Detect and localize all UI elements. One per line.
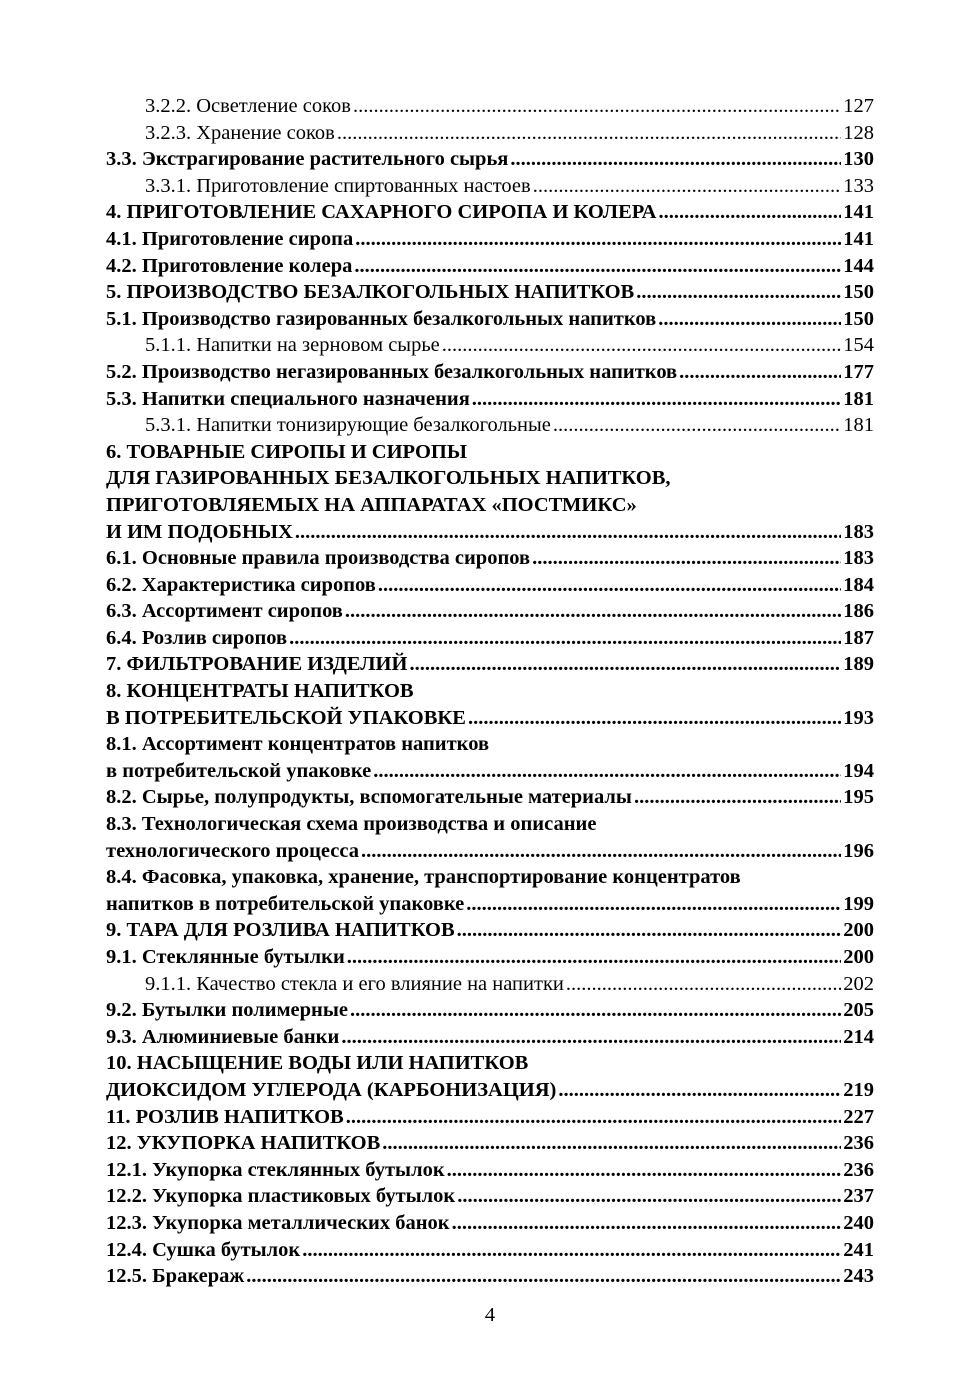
toc-entry-title: 7. ФИЛЬТРОВАНИЕ ИЗДЕЛИЙ	[106, 653, 408, 676]
dot-leader	[382, 1130, 841, 1157]
toc-entry	[106, 332, 874, 359]
toc-entry-title: 9.2. Бутылки полимерные	[106, 999, 348, 1022]
toc-entry-title: 12.3. Укупорка металлических банок	[106, 1211, 450, 1234]
dot-leader	[378, 572, 841, 599]
dot-leader	[658, 199, 841, 226]
toc-entry	[106, 226, 874, 253]
toc-entry	[106, 651, 874, 678]
toc-entry	[106, 1263, 874, 1290]
toc-entry-title-line: 8.3. Технологическая схема производства и описание	[106, 813, 597, 836]
dot-leader	[354, 253, 841, 280]
dot-leader	[457, 917, 842, 944]
dot-leader	[452, 1210, 842, 1237]
toc-entry-title-line: ПРИГОТОВЛЯЕМЫХ НА АППАРАТАХ «ПОСТМИКС»	[106, 493, 637, 516]
dot-leader	[558, 1077, 841, 1104]
page-number: 4	[484, 1304, 496, 1326]
dot-leader	[634, 784, 841, 811]
toc-entry-page: 196	[843, 839, 874, 862]
toc-entry-title: 6.1. Основные правила производства сиропов	[106, 547, 531, 570]
dot-leader	[350, 997, 841, 1024]
dot-leader	[353, 93, 841, 120]
toc-entry-title: напитков в потребительской упаковке	[106, 892, 465, 915]
toc-entry-page: 240	[843, 1211, 874, 1234]
toc-entry	[106, 359, 874, 386]
toc-entry	[106, 572, 874, 599]
toc-entry-page: 181	[843, 414, 874, 437]
toc-entry-title: 5.3.1. Напитки тонизирующие безалкогольные	[145, 414, 551, 437]
toc-entry-title: 6.3. Ассортимент сиропов	[106, 600, 343, 623]
toc-entry-title: технологического процесса	[106, 839, 359, 862]
toc-entry-page: 144	[843, 254, 874, 277]
toc-entry-page: 186	[843, 600, 874, 623]
toc-entry-page: 183	[843, 520, 874, 543]
dot-leader	[246, 1263, 841, 1290]
dot-leader	[355, 226, 841, 253]
toc-entry-title: 8.2. Сырье, полупродукты, вспомогательные материалы	[106, 786, 632, 809]
toc-entry-page: 141	[843, 201, 874, 224]
toc-entry-title: 4.1. Приготовление сиропа	[106, 227, 354, 250]
toc-entry	[106, 971, 874, 998]
dot-leader	[295, 519, 841, 546]
toc-entry-page: 184	[843, 573, 874, 596]
toc-entry-title: 12.2. Укупорка пластиковых бутылок	[106, 1185, 456, 1208]
toc-entry	[106, 545, 874, 572]
toc-entry-title-line: 8. КОНЦЕНТРАТЫ НАПИТКОВ	[106, 680, 414, 703]
dot-leader	[337, 120, 841, 147]
dot-leader	[533, 173, 842, 200]
toc-entry-page: 227	[843, 1105, 874, 1128]
toc-entry-page: 150	[843, 307, 874, 330]
toc-entry-page: 219	[843, 1078, 874, 1101]
toc-entry-title-line: 8.1. Ассортимент концентратов напитков	[106, 733, 490, 756]
toc-entry-page: 130	[843, 148, 874, 171]
toc-entry-title: 5. ПРОИЗВОДСТВО БЕЗАЛКОГОЛЬНЫХ НАПИТКОВ	[106, 281, 635, 304]
toc-entry-page: 236	[843, 1132, 874, 1155]
toc-entry-title: 11. РОЗЛИВ НАПИТКОВ	[106, 1105, 344, 1128]
toc-entry-page: 236	[843, 1158, 874, 1181]
toc-entry-title: 5.3. Напитки специального назначения	[106, 387, 470, 410]
toc-entry-title: 6.4. Розлив сиропов	[106, 626, 288, 649]
toc-entry	[106, 864, 874, 917]
toc-entry	[106, 1104, 874, 1131]
toc-entry-page: 205	[843, 999, 874, 1022]
table-of-contents	[106, 93, 874, 1290]
toc-entry	[106, 811, 874, 864]
toc-entry-page: 195	[843, 786, 874, 809]
dot-leader	[447, 1157, 842, 1184]
dot-leader	[553, 412, 841, 439]
toc-entry	[106, 944, 874, 971]
toc-entry-page: 199	[843, 892, 874, 915]
toc-entry-page: 200	[843, 919, 874, 942]
toc-entry-title: 4.2. Приготовление колера	[106, 254, 353, 277]
dot-leader	[457, 1183, 841, 1210]
toc-entry-page: 243	[843, 1265, 874, 1288]
toc-entry	[106, 1050, 874, 1103]
toc-entry	[106, 93, 874, 120]
toc-entry-title: 3.3.1. Приготовление спиртованных настоев	[145, 174, 531, 197]
toc-entry	[106, 678, 874, 731]
toc-entry-title: 3.2.2. Осветление соков	[145, 95, 351, 117]
toc-entry-title: в потребительской упаковке	[106, 759, 372, 782]
toc-entry-title: 5.1. Производство газированных безалкогольных напитков	[106, 307, 657, 330]
toc-entry	[106, 412, 874, 439]
toc-entry-page: 200	[843, 946, 874, 968]
toc-entry-title: 9.1.1. Качество стекла и его влияние на напитки	[145, 972, 564, 995]
toc-entry-title: 12.4. Сушка бутылок	[106, 1238, 301, 1261]
toc-entry	[106, 386, 874, 413]
toc-entry-page: 133	[843, 174, 874, 197]
toc-entry	[106, 1024, 874, 1051]
dot-leader	[636, 279, 841, 306]
toc-entry-page: 177	[843, 360, 874, 383]
toc-entry-page: 128	[843, 121, 874, 144]
toc-entry	[106, 598, 874, 625]
toc-entry	[106, 784, 874, 811]
toc-entry-title: 9.3. Алюминиевые банки	[106, 1025, 340, 1048]
dot-leader	[346, 1104, 842, 1131]
toc-entry-title: 5.2. Производство негазированных безалкогольных напитков	[106, 360, 678, 383]
toc-entry-title: ДИОКСИДОМ УГЛЕРОДА (КАРБОНИЗАЦИЯ)	[106, 1078, 557, 1101]
toc-entry-title: И ИМ ПОДОБНЫХ	[106, 520, 293, 543]
toc-entry-page: 183	[843, 547, 874, 570]
dot-leader	[472, 386, 841, 413]
toc-entry-title: 3.2.3. Хранение соков	[145, 121, 335, 144]
toc-entry-title-line: ДЛЯ ГАЗИРОВАННЫХ БЕЗАЛКОГОЛЬНЫХ НАПИТКОВ,	[106, 467, 671, 490]
dot-leader	[532, 545, 841, 572]
dot-leader	[361, 838, 841, 865]
toc-entry-title: 12. УКУПОРКА НАПИТКОВ	[106, 1132, 381, 1155]
toc-entry	[106, 173, 874, 200]
toc-entry-title: В ПОТРЕБИТЕЛЬСКОЙ УПАКОВКЕ	[106, 706, 466, 729]
dot-leader	[466, 891, 841, 918]
dot-leader	[302, 1237, 841, 1264]
toc-entry	[106, 146, 874, 173]
dot-leader	[373, 758, 841, 785]
toc-entry-title: 6.2. Характеристика сиропов	[106, 573, 376, 596]
toc-entry	[106, 253, 874, 280]
toc-entry	[106, 1130, 874, 1157]
dot-leader	[442, 332, 841, 359]
dot-leader	[341, 1024, 841, 1051]
toc-entry-title: 4. ПРИГОТОВЛЕНИЕ САХАРНОГО СИРОПА И КОЛЕРА	[106, 201, 657, 224]
dot-leader	[658, 306, 841, 333]
toc-entry-title: 12.1. Укупорка стеклянных бутылок	[106, 1158, 445, 1181]
toc-entry	[106, 1210, 874, 1237]
toc-entry-title-line: 10. НАСЫЩЕНИЕ ВОДЫ ИЛИ НАПИТКОВ	[106, 1052, 529, 1075]
toc-entry-page: 214	[843, 1025, 874, 1048]
toc-entry	[106, 306, 874, 333]
toc-entry-title: 12.5. Бракераж	[106, 1265, 245, 1288]
toc-entry-title: 3.3. Экстрагирование растительного сырья	[106, 148, 509, 171]
toc-entry-page: 189	[843, 653, 874, 676]
toc-entry	[106, 1237, 874, 1264]
toc-entry	[106, 997, 874, 1024]
dot-leader	[566, 971, 841, 998]
toc-entry	[106, 439, 874, 545]
toc-entry-title: 5.1.1. Напитки на зерновом сырье	[145, 334, 440, 357]
toc-entry	[106, 199, 874, 226]
toc-entry-page: 193	[843, 706, 874, 729]
toc-entry-page: 154	[843, 334, 874, 357]
toc-entry	[106, 279, 874, 306]
toc-entry	[106, 731, 874, 784]
toc-entry-page: 187	[843, 626, 874, 649]
toc-entry	[106, 120, 874, 147]
dot-leader	[347, 944, 841, 971]
toc-entry-title: 9.1. Стеклянные бутылки	[106, 946, 345, 968]
toc-entry	[106, 917, 874, 944]
dot-leader	[345, 598, 841, 625]
toc-entry-page: 141	[843, 227, 874, 250]
dot-leader	[289, 625, 841, 652]
toc-entry-title: 9. ТАРА ДЛЯ РОЗЛИВА НАПИТКОВ	[106, 919, 455, 942]
toc-entry-page: 241	[843, 1238, 874, 1261]
toc-entry-page: 237	[843, 1185, 874, 1208]
dot-leader	[510, 146, 841, 173]
toc-entry	[106, 1157, 874, 1184]
toc-entry-title-line: 8.4. Фасовка, упаковка, хранение, транспортирование концентратов	[106, 866, 741, 889]
dot-leader	[468, 705, 841, 732]
toc-entry-page: 127	[843, 95, 874, 117]
toc-entry-page: 202	[843, 972, 874, 995]
toc-entry	[106, 625, 874, 652]
toc-entry-page: 194	[843, 759, 874, 782]
toc-entry-page: 181	[843, 387, 874, 410]
toc-entry-title-line: 6. ТОВАРНЫЕ СИРОПЫ И СИРОПЫ	[106, 440, 467, 463]
dot-leader	[409, 651, 841, 678]
toc-entry	[106, 1183, 874, 1210]
dot-leader	[679, 359, 841, 386]
toc-entry-page: 150	[843, 281, 874, 304]
